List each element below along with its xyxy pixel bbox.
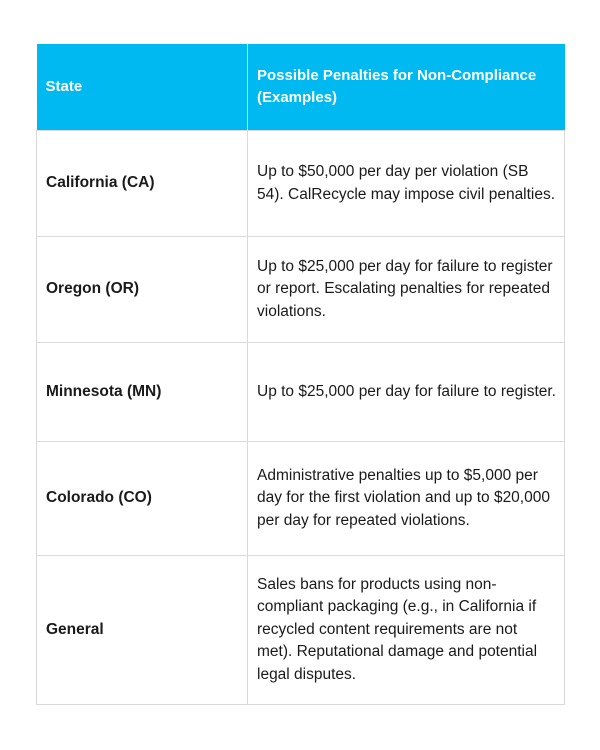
table-row bbox=[37, 131, 565, 237]
header-row bbox=[37, 44, 565, 131]
state-cell: General bbox=[37, 556, 248, 705]
penalty-cell: Up to $25,000 per day for failure to register. bbox=[248, 343, 565, 442]
penalty-cell: Up to $50,000 per day per violation (SB 54). CalRecycle may impose civil penalties. bbox=[248, 131, 565, 237]
state-cell: California (CA) bbox=[37, 131, 248, 237]
penalty-cell: Up to $25,000 per day for failure to register or report. Escalating penalties for repeated violations. bbox=[248, 237, 565, 343]
penalties-table bbox=[36, 44, 565, 705]
penalty-cell: Sales bans for products using non-compliant packaging (e.g., in California if recycled content requirements are not met). Reputational damage and potential legal disputes. bbox=[248, 556, 565, 705]
table-row bbox=[37, 237, 565, 343]
header-state: State bbox=[37, 44, 248, 131]
table-body bbox=[37, 131, 565, 705]
penalty-cell: Administrative penalties up to $5,000 per day for the first violation and up to $20,000 per day for repeated violations. bbox=[248, 442, 565, 556]
table-row bbox=[37, 556, 565, 705]
table-row bbox=[37, 442, 565, 556]
header-penalties: Possible Penalties for Non-Compliance (Examples) bbox=[248, 44, 565, 131]
state-cell: Minnesota (MN) bbox=[37, 343, 248, 442]
table-header bbox=[37, 44, 565, 131]
state-cell: Oregon (OR) bbox=[37, 237, 248, 343]
state-cell: Colorado (CO) bbox=[37, 442, 248, 556]
table-row bbox=[37, 343, 565, 442]
